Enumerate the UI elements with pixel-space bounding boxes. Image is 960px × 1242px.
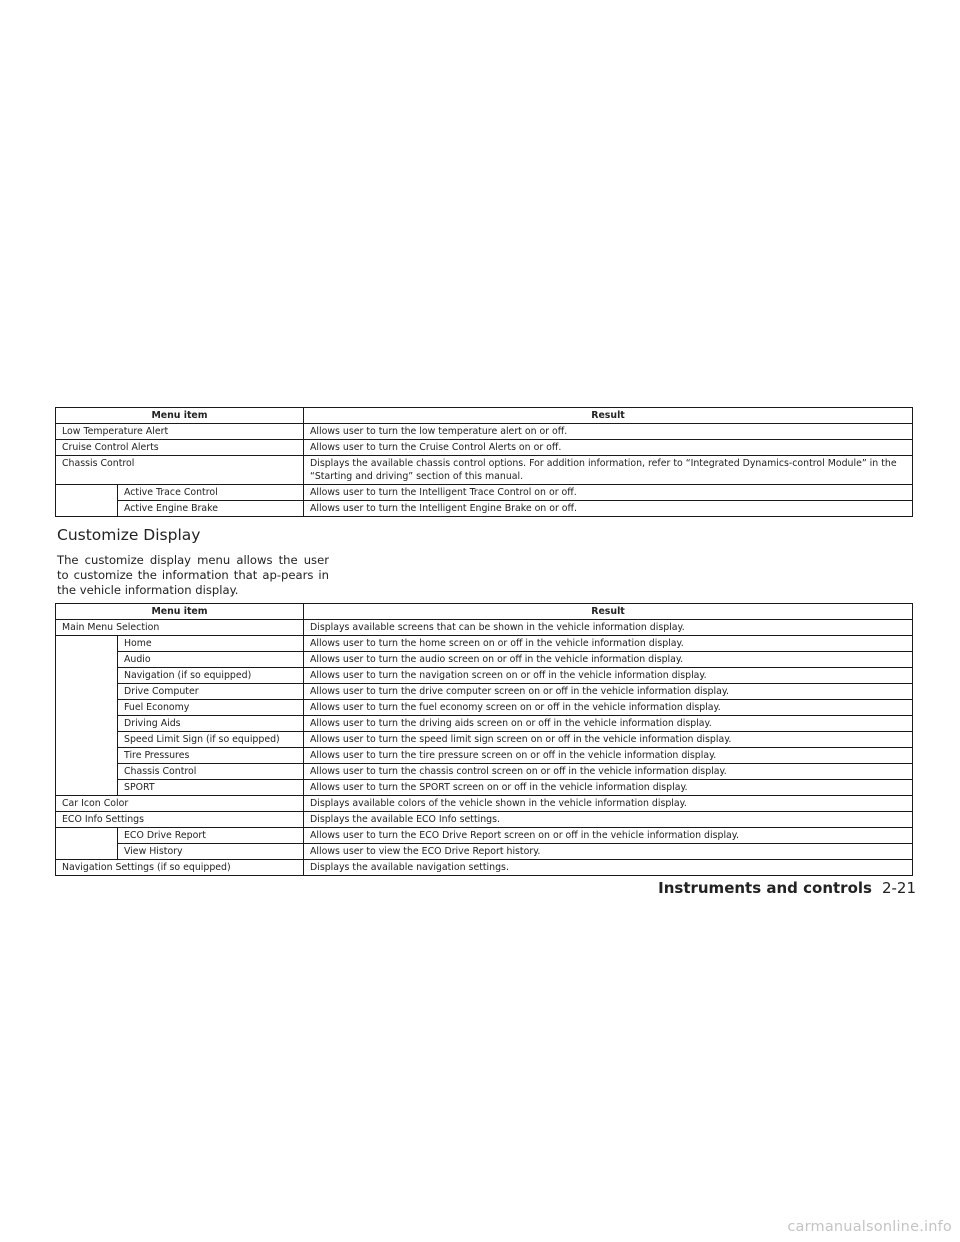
table-row [56,668,913,684]
table-body [56,424,913,517]
menu-item-cell: Driving Aids [118,716,304,732]
indent-spacer [56,844,118,860]
menu-item-cell: View History [118,844,304,860]
menu-item-cell: Cruise Control Alerts [56,440,304,456]
column-header-menu-item: Menu item [56,408,304,424]
table-row [56,732,913,748]
menu-item-cell: Low Temperature Alert [56,424,304,440]
table-row [56,440,913,456]
table-row [56,652,913,668]
indent-spacer [56,636,118,652]
section-heading: Customize Display [57,526,201,544]
menu-item-cell: Home [118,636,304,652]
result-cell: Allows user to turn the fuel economy screen on or off in the vehicle information display. [304,700,913,716]
result-cell: Displays the available navigation settings. [304,860,913,876]
menu-item-cell: Tire Pressures [118,748,304,764]
table-row [56,485,913,501]
table-row [56,812,913,828]
table-row [56,844,913,860]
menu-item-cell: Main Menu Selection [56,620,304,636]
menu-item-cell: Active Trace Control [118,485,304,501]
table-row [56,456,913,485]
table-row [56,716,913,732]
menu-item-cell: ECO Drive Report [118,828,304,844]
indent-spacer [56,700,118,716]
indent-spacer [56,780,118,796]
column-header-result: Result [304,408,913,424]
section-intro: The customize display menu allows the user to customize the information that ap-pears in the vehicle information display. [57,553,329,597]
menu-item-cell: Chassis Control [56,456,304,485]
result-cell: Allows user to turn the audio screen on or off in the vehicle information display. [304,652,913,668]
indent-spacer [56,485,118,501]
indent-spacer [56,652,118,668]
table-row [56,764,913,780]
result-cell: Displays available colors of the vehicle shown in the vehicle information display. [304,796,913,812]
column-header-result: Result [304,604,913,620]
table-body [56,620,913,876]
table-row [56,620,913,636]
result-cell: Allows user to turn the speed limit sign screen on or off in the vehicle information display. [304,732,913,748]
menu-item-cell: ECO Info Settings [56,812,304,828]
menu-item-cell: Active Engine Brake [118,501,304,517]
table-row [56,700,913,716]
result-cell: Allows user to turn the SPORT screen on or off in the vehicle information display. [304,780,913,796]
result-cell: Allows user to turn the ECO Drive Report screen on or off in the vehicle information display. [304,828,913,844]
result-cell: Displays the available chassis control options. For addition information, refer to “Integrated Dynamics-control Module” in the “Starting and driving” section of this manual. [304,456,913,485]
indent-spacer [56,748,118,764]
result-cell: Allows user to view the ECO Drive Report history. [304,844,913,860]
page-footer [658,879,916,897]
indent-spacer [56,501,118,517]
result-cell: Allows user to turn the Intelligent Trace Control on or off. [304,485,913,501]
menu-item-cell: Car Icon Color [56,796,304,812]
table-row [56,828,913,844]
menu-item-cell: Speed Limit Sign (if so equipped) [118,732,304,748]
result-cell: Allows user to turn the Intelligent Engine Brake on or off. [304,501,913,517]
result-cell: Allows user to turn the tire pressure screen on or off in the vehicle information display. [304,748,913,764]
indent-spacer [56,828,118,844]
watermark: carmanualsonline.info [787,1219,952,1235]
result-cell: Allows user to turn the drive computer screen on or off in the vehicle information display. [304,684,913,700]
table-row [56,780,913,796]
result-cell: Allows user to turn the chassis control screen on or off in the vehicle information display. [304,764,913,780]
menu-item-cell: Navigation Settings (if so equipped) [56,860,304,876]
table-header-row [56,408,913,424]
table-row [56,748,913,764]
result-cell: Displays available screens that can be shown in the vehicle information display. [304,620,913,636]
result-cell: Allows user to turn the Cruise Control Alerts on or off. [304,440,913,456]
indent-spacer [56,684,118,700]
menu-item-cell: SPORT [118,780,304,796]
table-row [56,424,913,440]
menu-table-2 [55,603,913,876]
menu-table-1 [55,407,913,517]
table-row [56,796,913,812]
footer-section-title: Instruments and controls [658,879,872,897]
table-row [56,684,913,700]
menu-item-cell: Drive Computer [118,684,304,700]
result-cell: Displays the available ECO Info settings. [304,812,913,828]
indent-spacer [56,732,118,748]
table-row [56,860,913,876]
result-cell: Allows user to turn the low temperature alert on or off. [304,424,913,440]
indent-spacer [56,668,118,684]
menu-item-cell: Audio [118,652,304,668]
column-header-menu-item: Menu item [56,604,304,620]
result-cell: Allows user to turn the home screen on or off in the vehicle information display. [304,636,913,652]
result-cell: Allows user to turn the driving aids screen on or off in the vehicle information display. [304,716,913,732]
table-row [56,501,913,517]
indent-spacer [56,764,118,780]
indent-spacer [56,716,118,732]
result-cell: Allows user to turn the navigation screen on or off in the vehicle information display. [304,668,913,684]
menu-item-cell: Fuel Economy [118,700,304,716]
menu-item-cell: Navigation (if so equipped) [118,668,304,684]
menu-item-cell: Chassis Control [118,764,304,780]
table-header-row [56,604,913,620]
table-row [56,636,913,652]
page-number: 2-21 [881,879,916,897]
